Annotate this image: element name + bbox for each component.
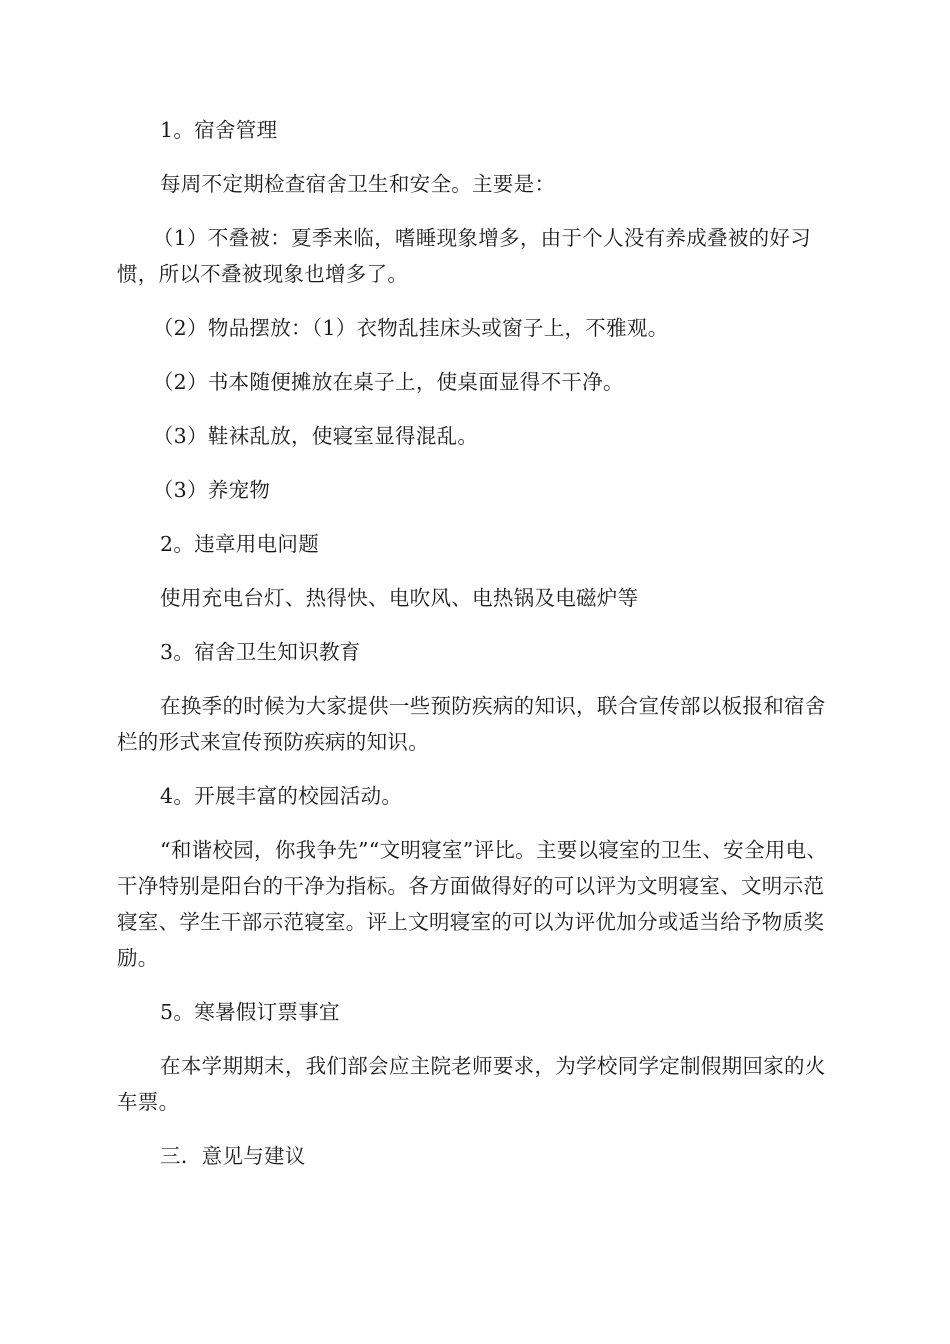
document-body: [117, 112, 833, 1192]
paragraph-weekly-inspection: 每周不定期检查宿舍卫生和安全。主要是：: [160, 172, 556, 196]
paragraph-appliances: 使用充电台灯、热得快、电吹风、电热锅及电磁炉等: [160, 586, 639, 610]
paragraph-item-placement: （2）物品摆放：（1）衣物乱挂床头或窗子上，不雅观。: [152, 316, 669, 340]
heading-electricity-violations: 2。违章用电问题: [160, 532, 319, 556]
heading-suggestions: 三．意见与建议: [160, 1144, 306, 1168]
paragraph-books-on-desk: （2）书本随便摊放在桌子上，使桌面显得不干净。: [152, 370, 624, 394]
paragraph-shoes-socks: （3）鞋袜乱放，使寝室显得混乱。: [152, 424, 479, 448]
paragraph-disease-prevention: 在换季的时候为大家提供一些预防疾病的知识，联合宣传部以板报和宿舍栏的形式来宣传预防疾病的知识。: [117, 694, 826, 754]
paragraph-unfolded-quilts: （1）不叠被：夏季来临，嗜睡现象增多，由于个人没有养成叠被的好习惯，所以不叠被现象也增多了。: [117, 226, 812, 286]
heading-ticket-booking: 5。寒暑假订票事宜: [160, 1000, 340, 1024]
heading-dorm-management: 1。宿舍管理: [160, 118, 278, 142]
heading-campus-activities: 4。开展丰富的校园活动。: [160, 784, 403, 808]
heading-hygiene-education: 3。宿舍卫生知识教育: [160, 640, 361, 664]
paragraph-civilized-dorm: “和谐校园，你我争先”“文明寝室”评比。主要以寝室的卫生、安全用电、干净特别是阳台的干净为指标。各方面做得好的可以评为文明寝室、文明示范寝室、学生干部示范寝室。评上文明寝室的可以为评优加分或适当给予物质奖励。: [117, 838, 828, 970]
paragraph-pets: （3）养宠物: [152, 478, 271, 502]
paragraph-train-tickets: 在本学期期末，我们部会应主院老师要求，为学校同学定制假期回家的火车票。: [117, 1054, 826, 1114]
